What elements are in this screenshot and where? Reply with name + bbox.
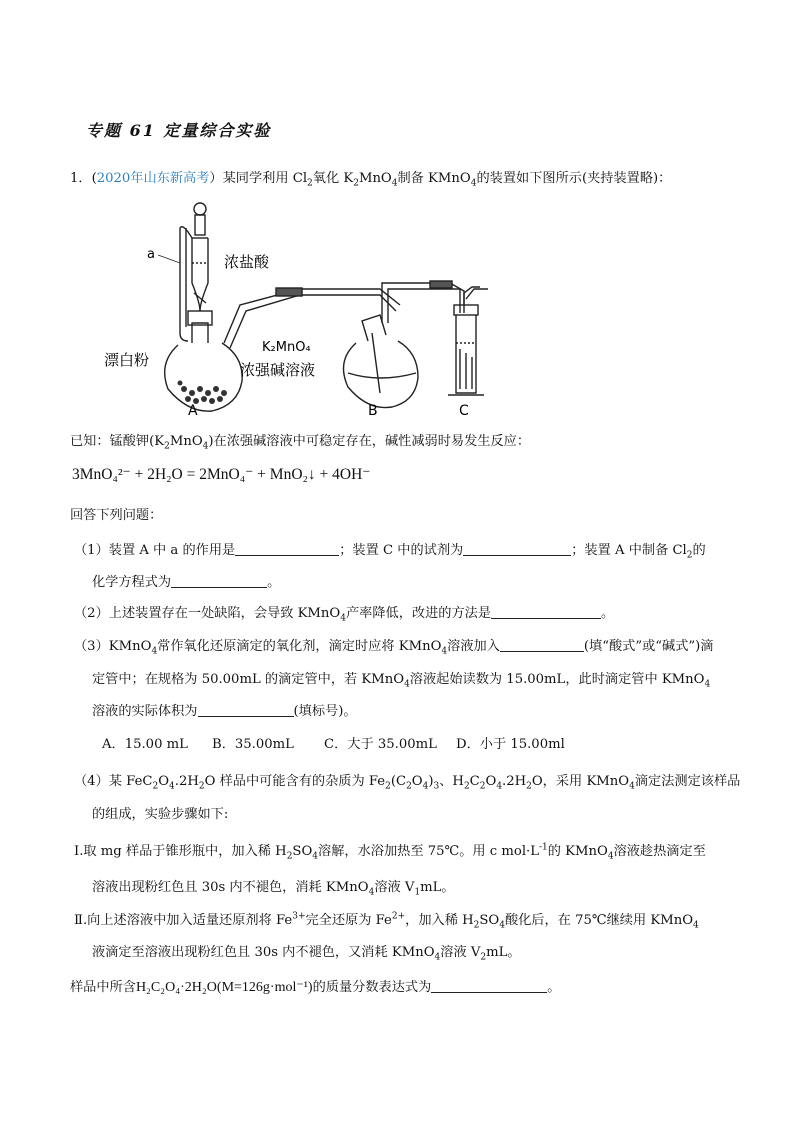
label-C: C [459, 403, 469, 419]
label-hcl: 浓盐酸 [224, 253, 270, 271]
page-title: 专题 61 定量综合实验 [86, 121, 272, 140]
label-alkali: 浓强碱溶液 [240, 361, 316, 379]
part-2: （2）上述装置存在一处缺陷，会导致 KMnO$_4$产率降低，改进的方法是 。 [74, 606, 615, 624]
formula: H₂C₂O₄·2H₂O(M=126g·mol⁻¹) [135, 980, 313, 995]
text: ，加入稀 H [405, 913, 474, 928]
part-1-line-1: （1）装置 A 中 a 的作用是 ；装置 C 中的试剂为 ；装置 A 中制备 $Cl_2$的 [74, 543, 706, 561]
part-3-line-2: 定管中；在规格为 50.00mL 的滴定管中，若 KMnO$_4$溶液起始读数为 15.00mL，此时滴定管中 KMnO$_4$ [92, 672, 711, 690]
text: mL。 [486, 945, 521, 960]
text: ；装置 C 中的试剂为 [339, 543, 464, 558]
text: 溶液趁热滴定至 [613, 844, 706, 859]
part-4-line-2: 的组成，实验步骤如下: [92, 807, 229, 822]
text: SO [479, 913, 500, 928]
answer-blank[interactable] [235, 542, 339, 556]
text: Ⅱ.向上述溶液中加入适量还原剂将 Fe [74, 913, 293, 928]
text: .2H [502, 774, 527, 789]
text: 。 [547, 980, 561, 995]
part-3-line-1: （3）KMnO$_4$常作氧化还原滴定的氧化剂，滴定时应将 KMnO$_4$溶液加入 (填“酸式”或“碱式”)滴 [74, 639, 714, 657]
text: 定管中；在规格为 50.00mL 的滴定管中，若 KMnO [92, 672, 405, 687]
text: （4）某 FeC [74, 774, 153, 789]
stem-text: 制备 KMnO [397, 171, 471, 186]
question-source: 2020年山东新高考 [96, 171, 210, 186]
text: SO [292, 844, 313, 859]
text: 、H [439, 774, 464, 789]
text: 样品中所含 [70, 980, 136, 995]
answer-blank[interactable] [500, 638, 584, 652]
part-1-line-2 [92, 571, 280, 590]
known-part: )在浓强碱溶液中可稳定存在，碱性减弱时易发生反应： [208, 434, 531, 449]
text: .2H [174, 774, 199, 789]
text: O，采用 KMnO [531, 774, 630, 789]
text: 液滴定至溶液出现粉红色且 30s 内不褪色，又消耗 KMnO [92, 945, 435, 960]
text: 的质量分数表达式为 [312, 980, 432, 995]
option-a[interactable]: A．15.00 mL [102, 737, 188, 752]
text: 溶液起始读数为 15.00mL，此时滴定管中 KMnO [409, 672, 705, 687]
text: （1）装置 A 中 a 的作用是 [74, 543, 236, 558]
answer-intro: 回答下列问题： [70, 508, 163, 523]
part-3-line-3 [92, 700, 357, 719]
text: O 样品中可能含有的杂质为 Fe [204, 774, 386, 789]
text: 的 KMnO [547, 844, 608, 859]
text: 溶液 V [440, 945, 481, 960]
text: 常作氧化还原滴定的氧化剂，滴定时应将 KMnO [157, 639, 442, 654]
text: 溶解，水浴加热至 75℃。用 c mol·L [318, 844, 539, 859]
apparatus-figure [100, 193, 520, 421]
text: 溶液加入 [447, 639, 500, 654]
text: 的 [692, 543, 706, 558]
text: 。 [267, 575, 281, 590]
text: ；装置 A 中制备 Cl [571, 543, 687, 558]
text: 产率降低，改进的方法是 [345, 606, 492, 621]
stem-text: 氧化 K [312, 171, 354, 186]
text: C [469, 774, 480, 789]
step-1-line-2: 溶液出现粉红色且 30s 内不褪色，消耗 KMnO$_4$溶液 $V_1mL$。 [92, 880, 455, 898]
option-c[interactable]: C．大于 35.00mL [324, 737, 437, 752]
stem-text: ）某同学利用 Cl [209, 171, 308, 186]
reaction-equation: 3MnO₄²⁻ + 2H₂O = 2MnO₄⁻ + MnO₂↓ + 4OH⁻ [72, 466, 371, 483]
part-4-line-1: （4）某 $FeC_2O_4.2H_2O$ 样品中可能含有的杂质为 $Fe_2(C_2O_4)_3$、$H_2C_2O_4.2H_2O$，采用 KMnO$_4$滴定法测定该样品 [74, 774, 741, 792]
stem-text: 的装置如下图所示(夹持装置略)： [476, 171, 672, 186]
text: Ⅰ.取 mg 样品于锥形瓶中，加入稀 H [74, 844, 287, 859]
text: （3）KMnO [74, 639, 152, 654]
text: (填标号)。 [293, 704, 357, 719]
answer-blank[interactable] [171, 574, 267, 588]
label-B: B [368, 403, 378, 419]
answer-blank[interactable] [491, 605, 601, 619]
text: 溶液出现粉红色且 30s 内不褪色，消耗 KMnO [92, 880, 369, 895]
text: 酸化后，在 75℃继续用 KMnO [504, 913, 694, 928]
text: (C [390, 774, 407, 789]
label-bleach: 漂白粉 [104, 351, 150, 369]
text: 滴定法测定该样品 [634, 774, 741, 789]
text: ) [428, 774, 434, 789]
text: 溶液 V [374, 880, 415, 895]
option-b[interactable]: B．35.00mL [212, 737, 294, 752]
answer-blank[interactable] [198, 703, 294, 717]
answer-blank[interactable] [463, 542, 571, 556]
text: 溶液的实际体积为 [92, 704, 198, 719]
step-2-line-2: 液滴定至溶液出现粉红色且 30s 内不褪色，又消耗 KMnO$_4$溶液 $V_2mL$。 [92, 945, 521, 963]
label-A: A [188, 403, 198, 419]
known-part: MnO [169, 434, 203, 449]
text: 完全还原为 Fe [305, 913, 392, 928]
answer-blank[interactable] [431, 979, 547, 993]
label-k2mno4: K₂MnO₄ [262, 340, 311, 355]
known-part: 已知：锰酸钾(K [70, 434, 165, 449]
text: 。 [601, 606, 615, 621]
text: （2）上述装置存在一处缺陷，会导致 KMnO [74, 606, 341, 621]
option-d[interactable]: D．小于 15.00ml [456, 737, 565, 752]
step-1-line-1: Ⅰ.取 mg 样品于锥形瓶中，加入稀 $H_2SO_4$溶解，水浴加热至 75℃。用 c $mol\cdot L^{-1}$的 KMnO$_4$溶液趁热滴定至 [74, 842, 706, 862]
final-question [70, 976, 560, 996]
stem-text: MnO [358, 171, 392, 186]
text: mL。 [420, 880, 455, 895]
text: O [485, 774, 497, 789]
known-text: 已知：锰酸钾$(K_2MnO_4)$在浓强碱溶液中可稳定存在，碱性减弱时易发生反应： [70, 434, 531, 452]
text: 化学方程式为 [92, 575, 172, 590]
text: (填“酸式”或“碱式”)滴 [583, 639, 714, 654]
step-2-line-1: Ⅱ.向上述溶液中加入适量还原剂将 $Fe^{3+}$完全还原为 $Fe^{2+}$，加入稀 $H_2SO_4$酸化后，在 75℃继续用 KMnO$_4$ [74, 911, 699, 931]
question-number: 1．( [70, 171, 97, 186]
label-a: a [147, 247, 155, 262]
question-1-stem: 1．(2020年山东新高考）某同学利用 $Cl_2$氧化 $K_2MnO_4$制备 KMnO$_4$的装置如下图所示(夹持装置略)： [70, 171, 672, 189]
